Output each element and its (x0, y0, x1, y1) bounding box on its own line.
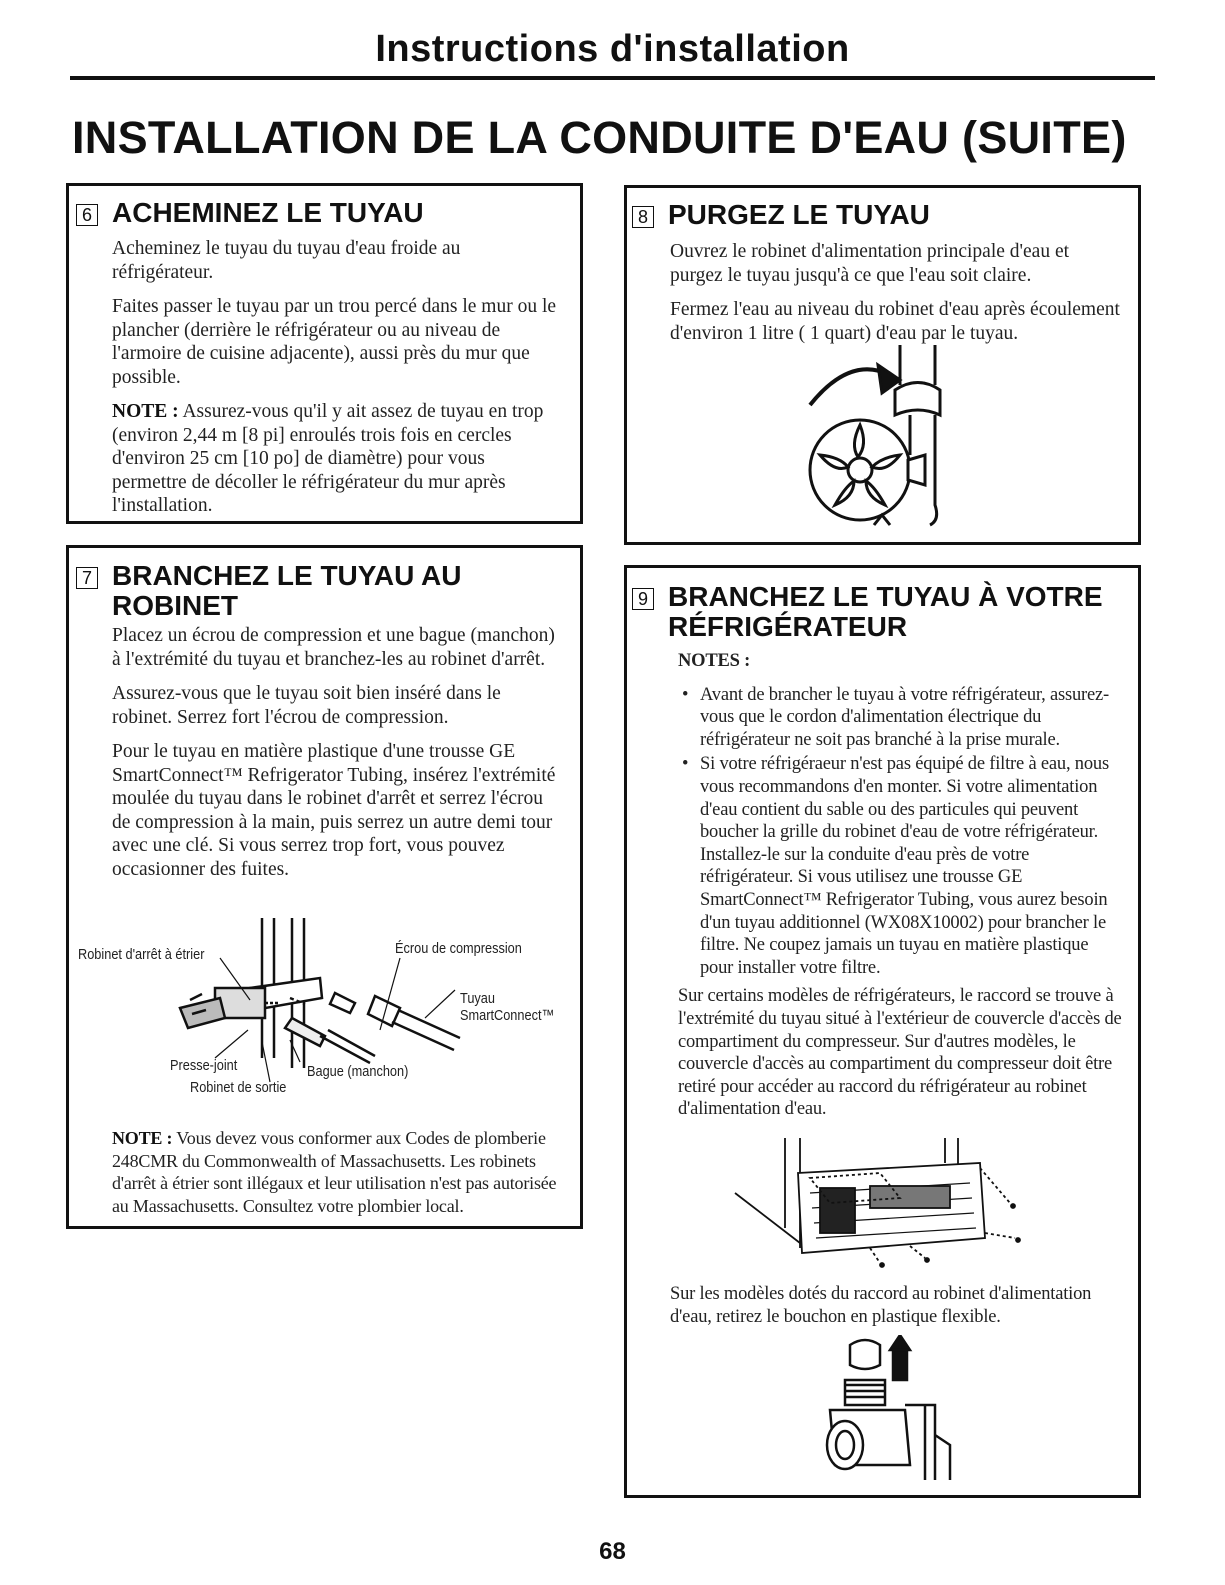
step-6-text (112, 237, 562, 529)
step-9-text (678, 650, 1124, 1132)
label-robinet-arret: Robinet d'arrêt à étrier (78, 946, 205, 963)
page-number: 68 (599, 1538, 626, 1565)
step-8-paragraph-2: Fermez l'eau au niveau du robinet d'eau après écoulement d'environ 1 litre ( 1 quart) d'eau par le tuyau. (670, 299, 1120, 344)
page-heading: INSTALLATION DE LA CONDUITE D'EAU (SUITE) (72, 112, 1127, 163)
step-6-title: ACHEMINEZ LE TUYAU (112, 197, 424, 228)
step-6-number: 6 (76, 204, 98, 226)
compressor-access-cover-illustration (730, 1138, 1030, 1268)
step-7-note-label: NOTE : (112, 1128, 173, 1148)
step-6-note-label: NOTE : (112, 401, 179, 422)
step-7-number: 7 (76, 567, 98, 589)
step-9-title-line-1: BRANCHEZ LE TUYAU À VOTRE (668, 581, 1103, 612)
step-6-note-text: Assurez-vous qu'il y ait assez de tuyau en trop (environ 2,44 m [8 pi] enroulés trois fois en cercles d'environ 25 cm [10 po] de diamètre) pour vous permettre de décoller le réfrigérateur du mur après l'installation. (112, 401, 544, 516)
step-9-paragraph-2: Sur les modèles dotés du raccord au robinet d'alimentation d'eau, retirez le bouchon en plastique flexible. (670, 1284, 1092, 1327)
label-presse-joint: Presse-joint (170, 1057, 238, 1074)
step-9-note-item: • Si votre réfrigéraeur n'est pas équipé de filtre à eau, nous vous recommandons d'en monter. Si votre alimentation d'eau contient du sable ou des particules qui peuvent boucher la grille du robinet d'eau de votre réfrigérateur. Installez-le sur la conduite d'eau près de votre réfrigérateur. Si vous utilisez une trousse GE SmartConnect™ Refrigerator Tubing, vous aurez besoin d'un tuyau additionnel (WX08X10002) pour brancher le filtre. Ne coupez jamais un tuyau en matière plastique pour installer votre filtre. (700, 753, 1124, 979)
plastic-cap-removal-illustration (815, 1335, 965, 1485)
header-title: Instructions d'installation (375, 28, 850, 70)
step-9-notes-list (678, 684, 1124, 980)
step-7-text (112, 624, 564, 892)
step-9-number: 9 (632, 588, 654, 610)
step-6-heading (76, 198, 424, 228)
step-9-heading (632, 582, 1103, 642)
step-7-note-block (112, 1127, 567, 1228)
step-9-text-2 (670, 1283, 1120, 1339)
step-9-notes-label: NOTES : (678, 651, 751, 671)
step-8-title: PURGEZ LE TUYAU (668, 199, 930, 230)
header-rule (70, 76, 1155, 80)
label-tuyau: Tuyau (460, 990, 495, 1007)
step-9-paragraph-1: Sur certains modèles de réfrigérateurs, le raccord se trouve à l'extrémité du tuyau situé à l'extérieur de couvercle d'accès de compartiment du compresseur. Sur d'autres modèles, le couvercle d'accès au compartiment du compresseur doit être retiré pour accéder au raccord du réfrigérateur au robinet d'alimentation d'eau. (678, 986, 1122, 1120)
step-7-paragraph-3: Pour le tuyau en matière plastique d'une trousse GE SmartConnect™ Refrigerator Tubing, insérez l'extrémité moulée du tuyau dans le robinet d'arrêt et serrez l'écrou de compression à la main, puis serrez un autre demi tour avec une clé. Si vous serrez trop fort, vous pouvez occasionner des fuites. (112, 741, 556, 880)
water-valve-handle-illustration (790, 345, 970, 530)
step-7-title-line-2: ROBINET (112, 590, 238, 621)
step-7-paragraph-1: Placez un écrou de compression et une bague (manchon) à l'extrémité du tuyau et branchez-les au robinet d'arrêt. (112, 625, 555, 670)
step-7-title-line-1: BRANCHEZ LE TUYAU AU (112, 560, 462, 591)
label-smartconnect: SmartConnect™ (460, 1007, 555, 1024)
label-robinet-sortie: Robinet de sortie (190, 1079, 287, 1096)
step-9-title-line-2: RÉFRIGÉRATEUR (668, 611, 908, 642)
step-8-paragraph-1: Ouvrez le robinet d'alimentation principale d'eau et purgez le tuyau jusqu'à ce que l'eau soit claire. (670, 241, 1070, 286)
step-6-paragraph-1: Acheminez le tuyau du tuyau d'eau froide au réfrigérateur. (112, 238, 461, 283)
label-bague: Bague (manchon) (307, 1063, 409, 1080)
step-7-note-text: Vous devez vous conformer aux Codes de plomberie 248CMR du Commonwealth of Massachusetts. Les robinets d'arrêt à étrier sont illégaux et leur utilisation n'est pas autorisée au Massachusetts. Consultez votre plombier local. (112, 1128, 557, 1216)
step-7-heading (76, 561, 462, 621)
step-8-heading (632, 200, 930, 230)
step-6-paragraph-2: Faites passer le tuyau par un trou percé dans le mur ou le plancher (derrière le réfrigérateur ou au niveau de l'armoire de cuisine adjacente), aussi près du mur que possible. (112, 296, 557, 388)
step-6-note (112, 400, 562, 518)
step-7-note (112, 1127, 567, 1217)
step-7-paragraph-2: Assurez-vous que le tuyau soit bien inséré dans le robinet. Serrez fort l'écrou de compression. (112, 683, 501, 728)
label-ecrou-compression: Écrou de compression (395, 940, 522, 957)
step-8-text (670, 240, 1122, 356)
step-9-note-item: • Avant de brancher le tuyau à votre réfrigérateur, assurez-vous que le cordon d'alimentation électrique du réfrigérateur ne soit pas branché à la prise murale. (700, 684, 1124, 752)
step-8-number: 8 (632, 206, 654, 228)
